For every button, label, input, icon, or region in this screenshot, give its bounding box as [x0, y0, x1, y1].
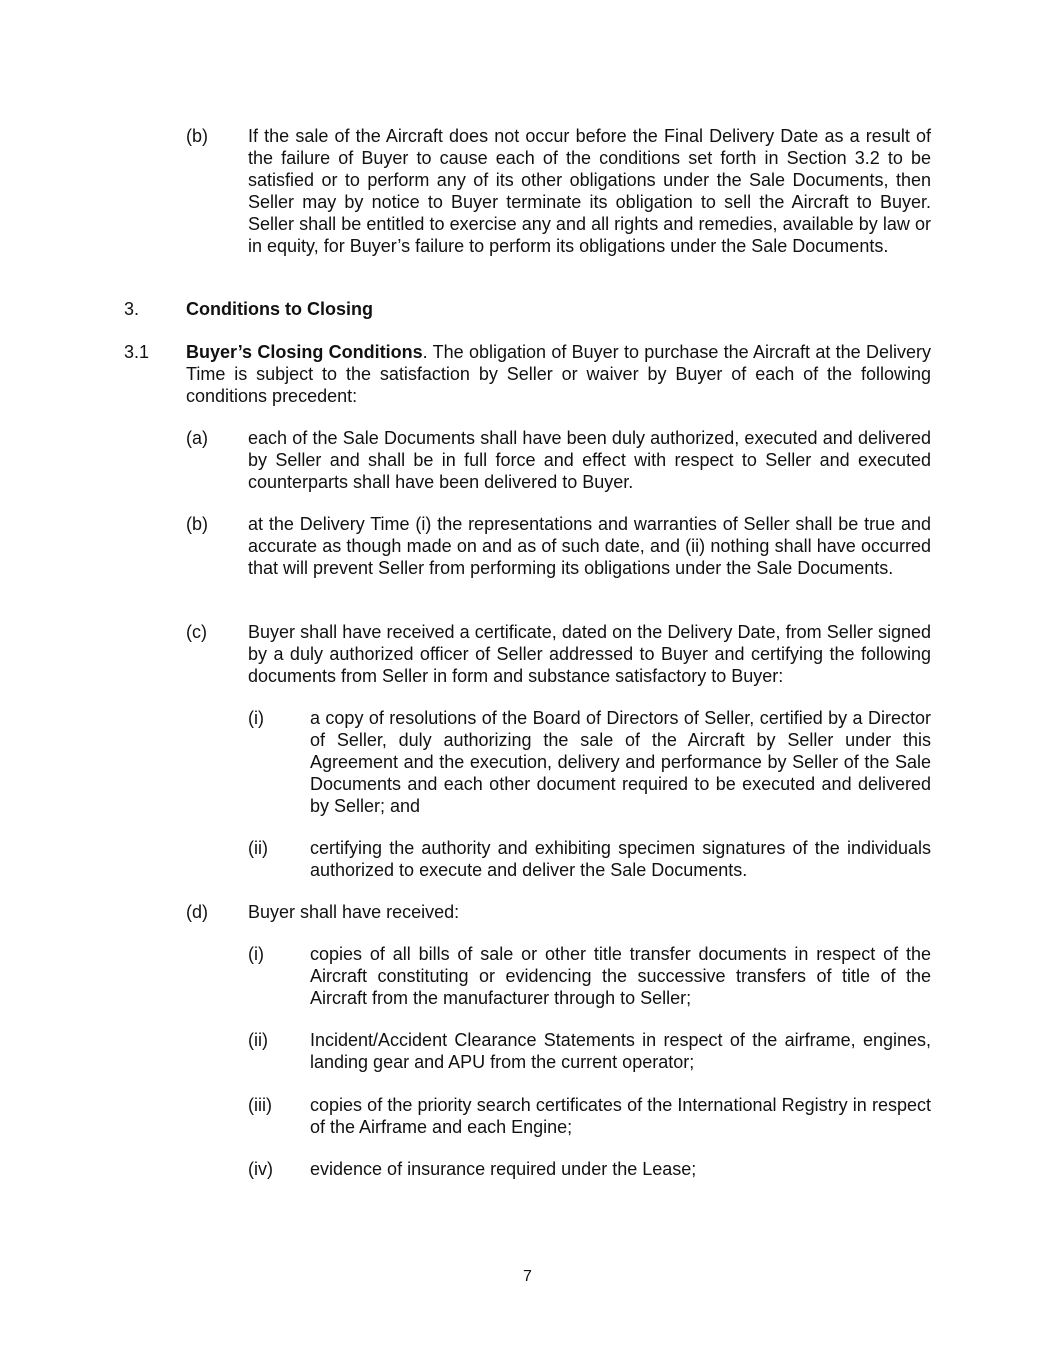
item-text: Incident/Accident Clearance Statements in respect of the airframe, engines, landing gear and APU from the current operator;	[310, 1030, 931, 1072]
subsection-heading: Buyer’s Closing Conditions	[186, 342, 423, 362]
condition-d-item-ii	[248, 1029, 931, 1073]
item-label: (ii)	[248, 1030, 268, 1050]
item-text: evidence of insurance required under the Lease;	[310, 1159, 697, 1179]
item-text: a copy of resolutions of the Board of Directors of Seller, certified by a Director of Seller, duly authorizing the sale of the Aircraft by Seller under this Agreement and the execution, delivery and performance by Seller of the Sale Documents and each other document required to be executed and delivered by Seller; and	[310, 708, 931, 816]
condition-c-item-i	[248, 707, 931, 817]
item-label: (iii)	[248, 1095, 272, 1115]
item-label: (ii)	[248, 838, 268, 858]
condition-c-item-ii	[248, 837, 931, 881]
section-number: 3.	[124, 299, 140, 319]
condition-d-item-iii	[248, 1094, 931, 1138]
subsection-text	[186, 341, 931, 407]
clause-text: Buyer shall have received a certificate, dated on the Delivery Date, from Seller signed by a duly authorized officer of Seller addressed to Buyer and certifying the following documents from Seller in form and substance satisfactory to Buyer:	[248, 622, 931, 686]
section-heading	[124, 298, 931, 320]
clause-text: Buyer shall have received:	[248, 902, 460, 922]
clause-label: (b)	[186, 126, 208, 146]
clause-label: (c)	[186, 622, 207, 642]
clause-label: (b)	[186, 514, 208, 534]
section-title: Conditions to Closing	[186, 299, 373, 319]
item-text: copies of the priority search certificates of the International Registry in respect of the Airframe and each Engine;	[310, 1095, 931, 1137]
condition-d	[186, 901, 931, 923]
condition-c	[186, 621, 931, 687]
clause-label: (a)	[186, 428, 208, 448]
condition-d-item-i	[248, 943, 931, 1009]
subsection-number: 3.1	[124, 342, 150, 362]
condition-a	[186, 427, 931, 493]
condition-d-item-iv	[248, 1158, 931, 1180]
subsection-3-1	[124, 341, 931, 407]
page-number: 7	[523, 1268, 532, 1285]
clause-text: each of the Sale Documents shall have been duly authorized, executed and delivered by Seller and shall be in full force and effect with respect to Seller and executed counterparts shall have been delivered to Buyer.	[248, 428, 931, 492]
item-label: (i)	[248, 708, 264, 728]
clause-text: If the sale of the Aircraft does not occur before the Final Delivery Date as a result of the failure of Buyer to cause each of the conditions set forth in Section 3.2 to be satisfied or to perform any of its other obligations under the Sale Documents, then Seller may by notice to Buyer terminate its obligation to sell the Aircraft to Buyer. Seller shall be entitled to exercise any and all rights and remedies, available by law or in equity, for Buyer’s failure to perform its obligations under the Sale Documents.	[248, 126, 931, 256]
item-text: copies of all bills of sale or other title transfer documents in respect of the Aircraft constituting or evidencing the successive transfers of title of the Aircraft from the manufacturer through to Seller;	[310, 944, 931, 1008]
clause-b-termination	[186, 125, 931, 257]
condition-b	[186, 513, 931, 579]
item-label: (iv)	[248, 1159, 273, 1179]
clause-text: at the Delivery Time (i) the representations and warranties of Seller shall be true and accurate as though made on and as of such date, and (ii) nothing shall have occurred that will prevent Seller from performing its obligations under the Sale Documents.	[248, 514, 931, 578]
item-text: certifying the authority and exhibiting specimen signatures of the individuals authorized to execute and deliver the Sale Documents.	[310, 838, 931, 880]
item-label: (i)	[248, 944, 264, 964]
clause-label: (d)	[186, 902, 208, 922]
subsection-body: . The obligation of Buyer to purchase the Aircraft at the Delivery Time is subject to the satisfaction by Seller or waiver by Buyer of each of the following conditions precedent:	[186, 342, 931, 406]
